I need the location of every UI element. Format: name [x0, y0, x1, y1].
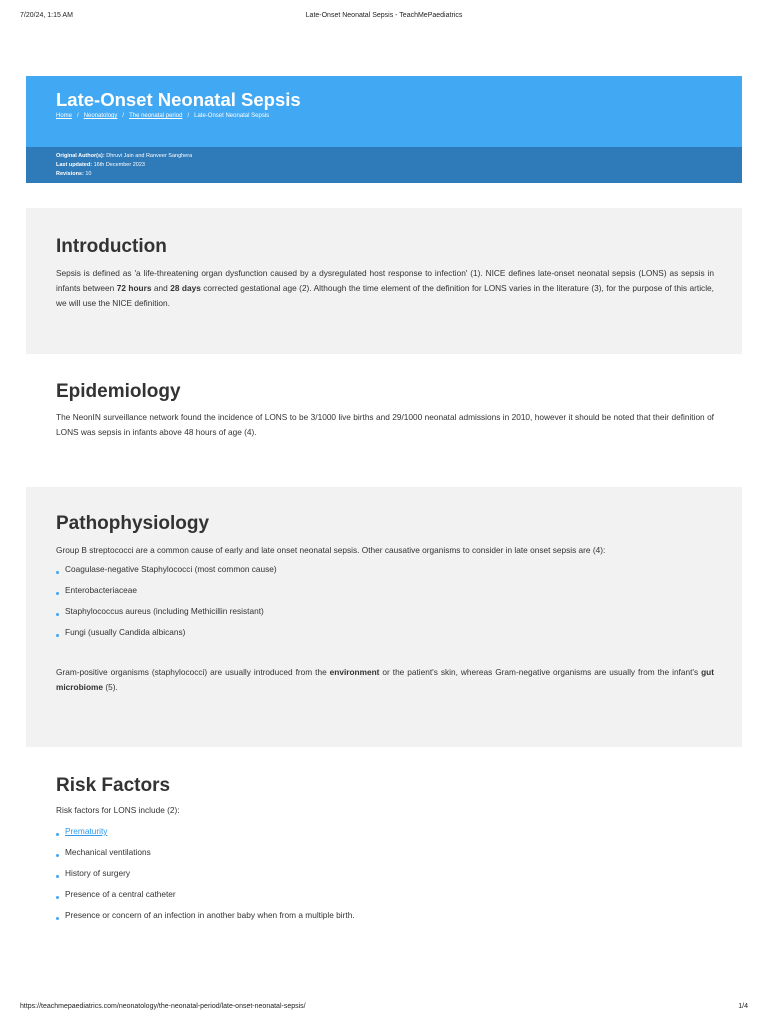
breadcrumb-home[interactable]: Home: [56, 113, 73, 119]
introduction-heading: Introduction: [56, 236, 167, 257]
pathophysiology-text: Gram-positive organisms (staphylococci) are usually introduced from the environment or the patient's skin, whereas Gram-negative organisms are usually from the infant's gut microbiome (5).: [56, 667, 715, 692]
epidemiology-section: [56, 381, 714, 440]
breadcrumb: [56, 113, 269, 119]
breadcrumb-neonatology[interactable]: Neonatology: [83, 113, 118, 119]
list-item: Mechanical ventilations: [56, 842, 714, 863]
page-title: Late-Onset Neonatal Sepsis: [56, 89, 301, 110]
revisions-label: Revisions:: [56, 171, 84, 177]
prematurity-link[interactable]: Prematurity: [65, 826, 108, 836]
risk-factors-intro: Risk factors for LONS include (2):: [56, 805, 180, 815]
article-meta: [56, 152, 192, 179]
introduction-text: Sepsis is defined as 'a life-threatening organ dysfunction caused by a dysregulated host response to infection' (1). NICE defines late-onset neonatal sepsis (LONS) as sepsis in infants between 72 hours and 28 days corrected gestational age (2). Although the time element of the definition for LONS varies in the literature (3), for the purpose of this article, we will use the NICE definition.: [56, 268, 714, 308]
organism-list: [56, 559, 714, 643]
footer-url: https://teachmepaediatrics.com/neonatology/the-neonatal-period/late-onset-neonatal-sepsis/: [20, 1003, 306, 1010]
print-datetime: 7/20/24, 1:15 AM: [20, 12, 73, 19]
list-item: [56, 821, 714, 842]
breadcrumb-neonatal-period[interactable]: The neonatal period: [129, 113, 183, 119]
list-item: Fungi (usually Candida albicans): [56, 622, 714, 643]
risk-factors-heading: Risk Factors: [56, 775, 171, 796]
breadcrumb-separator: /: [187, 113, 190, 119]
list-item: Enterobacteriaceae: [56, 580, 714, 601]
breadcrumb-separator: /: [77, 113, 79, 119]
pathophysiology-section: [56, 513, 714, 695]
list-item: Presence of a central catheter: [56, 884, 714, 905]
pathophysiology-intro: Group B streptococci are a common cause of early and late onset neonatal sepsis. Other causative organisms to consider in late onset sepsis are (4):: [56, 545, 606, 555]
updated-label: Last updated:: [56, 162, 93, 168]
list-item: Presence or concern of an infection in another baby when from a multiple birth.: [56, 905, 714, 926]
risk-factor-list: [56, 821, 714, 926]
authors: Dhruvi Jain and Ranveer Sanghera: [106, 153, 193, 159]
list-item: Coagulase-negative Staphylococci (most common cause): [56, 559, 714, 580]
introduction-section: [56, 236, 714, 311]
revisions: 10: [85, 171, 92, 177]
list-item: History of surgery: [56, 863, 714, 884]
last-updated: 16th December 2023: [93, 162, 145, 168]
epidemiology-heading: Epidemiology: [56, 381, 181, 402]
epidemiology-text: The NeonIN surveillance network found the incidence of LONS to be 3/1000 live births and 29/1000 neonatal admissions in 2010, however it should be noted that their definition of LONS was sepsis in infants above 48 hours of age (4).: [56, 412, 714, 437]
list-item: Staphylococcus aureus (including Methicillin resistant): [56, 601, 714, 622]
breadcrumb-current: Late-Onset Neonatal Sepsis: [194, 113, 270, 119]
breadcrumb-separator: /: [122, 113, 125, 119]
authors-label: Original Author(s):: [56, 153, 105, 159]
pathophysiology-heading: Pathophysiology: [56, 513, 210, 534]
print-title: Late-Onset Neonatal Sepsis - TeachMePaediatrics: [305, 12, 463, 19]
page-number: 1/4: [738, 1003, 748, 1010]
article-header: [26, 76, 742, 183]
risk-factors-section: [56, 775, 714, 926]
